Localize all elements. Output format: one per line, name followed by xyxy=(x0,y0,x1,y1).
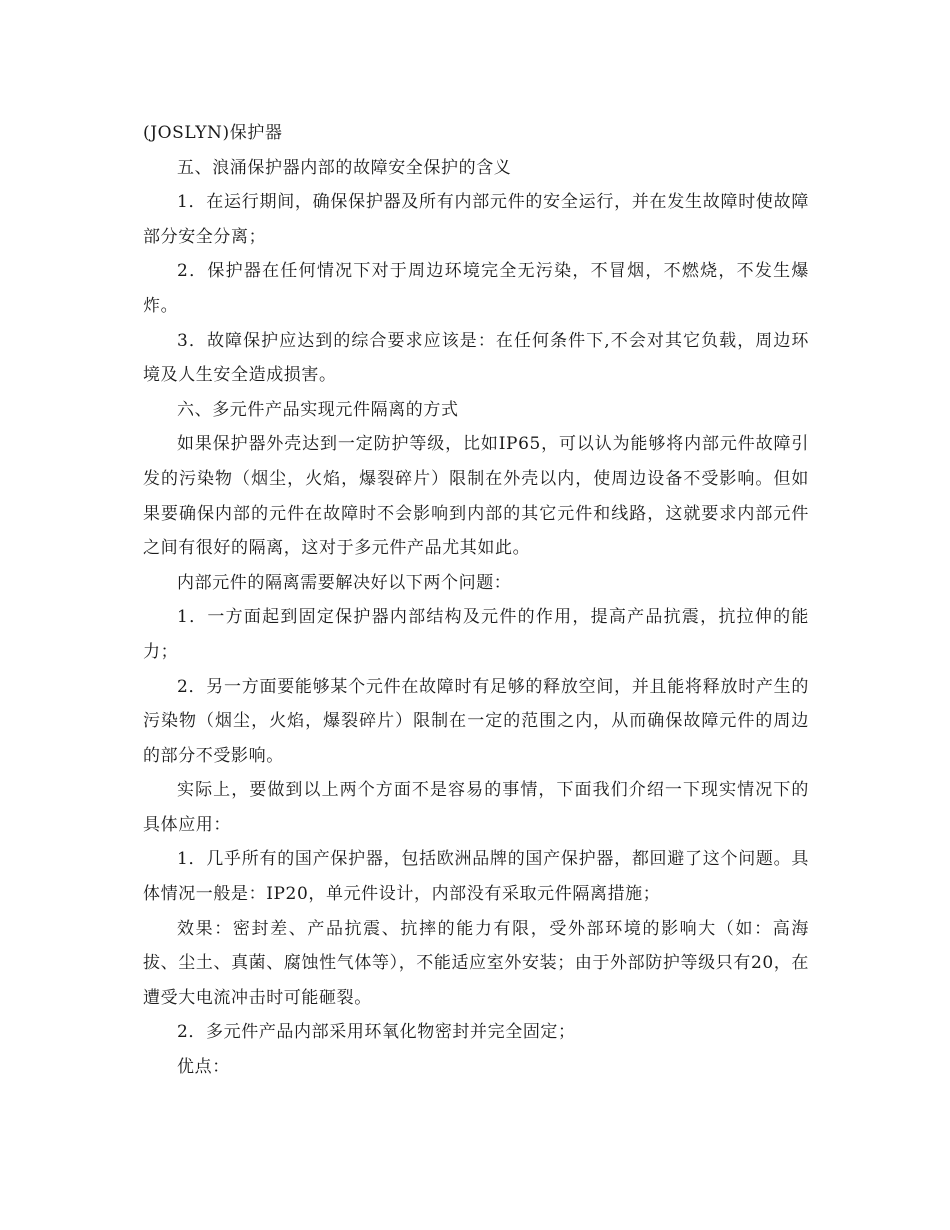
paragraph-6-case-1-effect: 效果：密封差、产品抗震、抗摔的能力有限，受外部环境的影响大（如：高海拔、尘土、真菌、腐蚀性气体等），不能适应室外安装；由于外部防护等级只有20，在遭受大电流冲击时可能砸裂。 xyxy=(143,918,809,1008)
paragraph-6-case-2: 2．多元件产品内部采用环氧化物密封并完全固定； xyxy=(177,1022,576,1043)
paragraph-joslyn: (JOSLYN)保护器 xyxy=(143,123,283,143)
heading-section-6: 六、多元件产品实现元件隔离的方式 xyxy=(177,399,459,420)
paragraph-6-problem-2: 2．另一方面要能够某个元件在故障时有足够的释放空间，并且能将释放时产生的污染物（烟尘，火焰，爆裂碎片）限制在一定的范围之内，从而确保故障元件的周边的部分不受影响。 xyxy=(143,676,809,766)
paragraph-6-intro: 如果保护器外壳达到一定防护等级，比如IP65，可以认为能够将内部元件故障引发的污染物（烟尘，火焰，爆裂碎片）限制在外壳以内，使周边设备不受影响。但如果要确保内部的元件在故障时不会影响到内部的其它元件和线路，这就要求内部元件之间有很好的隔离，这对于多元件产品尤其如此。 xyxy=(143,434,809,559)
document-body xyxy=(143,116,809,1085)
paragraph-5-2: 2．保护器在任何情况下对于周边环境完全无污染，不冒烟，不燃烧，不发生爆炸。 xyxy=(143,261,809,316)
paragraph-6-case-2-advantages: 优点： xyxy=(177,1057,230,1078)
heading-section-5: 五、浪涌保护器内部的故障安全保护的含义 xyxy=(177,157,512,178)
paragraph-6-case-1: 1．几乎所有的国产保护器，包括欧洲品牌的国产保护器，都回避了这个问题。具体情况一般是：IP20，单元件设计，内部没有采取元件隔离措施； xyxy=(143,849,809,905)
paragraph-5-1: 1．在运行期间，确保保护器及所有内部元件的安全运行，并在发生故障时使故障部分安全分离； xyxy=(143,192,809,247)
paragraph-6-problems: 内部元件的隔离需要解决好以下两个问题： xyxy=(177,572,512,593)
paragraph-6-problem-1: 1．一方面起到固定保护器内部结构及元件的作用，提高产品抗震，抗拉伸的能力； xyxy=(143,607,809,662)
paragraph-5-3: 3．故障保护应达到的综合要求应该是：在任何条件下,不会对其它负载，周边环境及人生安全造成损害。 xyxy=(143,330,809,386)
paragraph-6-reality: 实际上，要做到以上两个方面不是容易的事情，下面我们介绍一下现实情况下的具体应用： xyxy=(143,780,809,835)
